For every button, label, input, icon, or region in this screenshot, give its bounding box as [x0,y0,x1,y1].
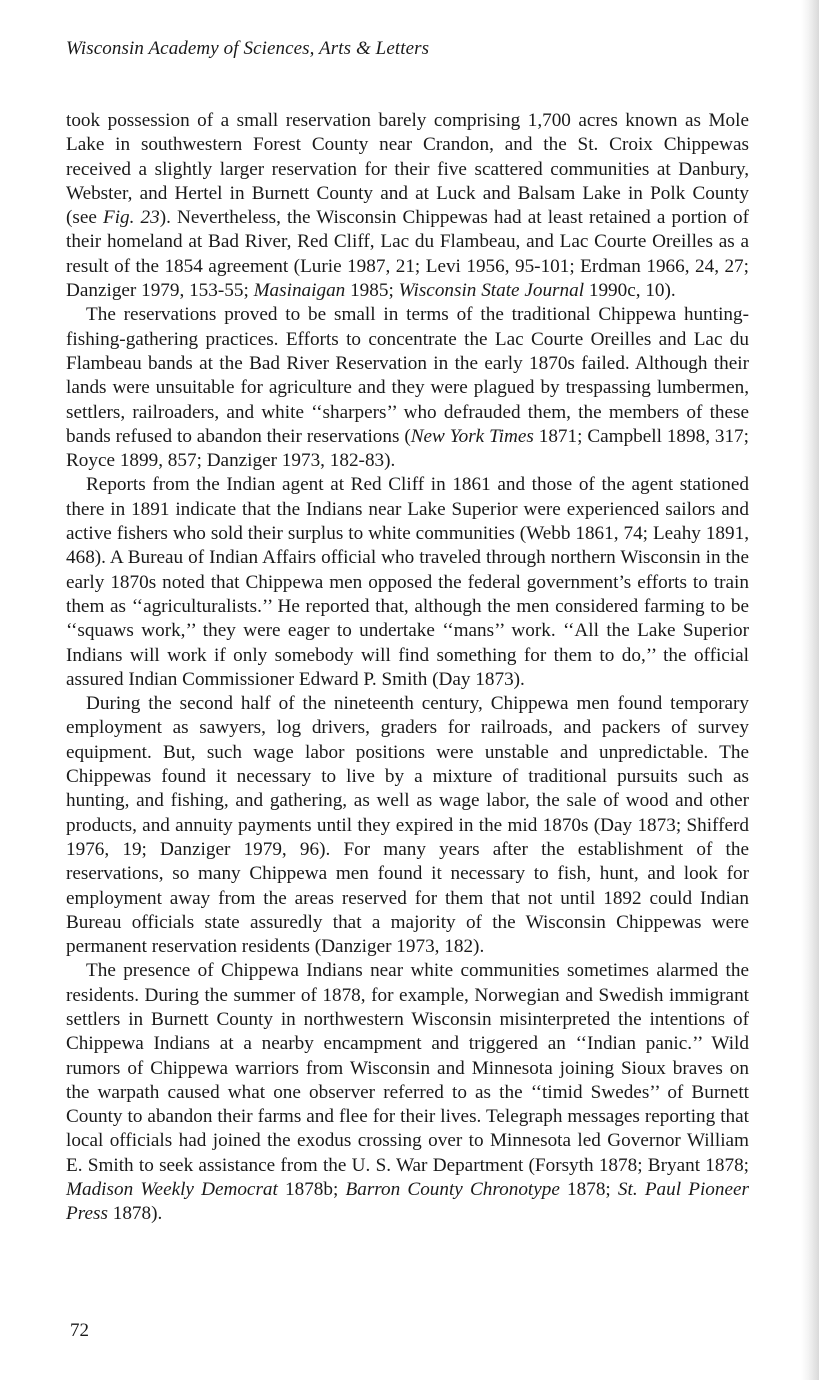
paragraph-5: The presence of Chippewa Indians near white communities sometimes alarmed the residents. During the summer of 1878, for example, Norwegian and Swedish immigrant settlers in Burnett County in northwestern Wisconsin misinterpreted the intentions of Chippewa Indians at a nearby encampment and triggered an ‘‘Indian panic.’’ Wild rumors of Chippewa warriors from Wisconsin and Minnesota joining Sioux braves on the warpath caused what one observer referred to as the ‘‘timid Swedes’’ of Burnett County to abandon their farms and flee for their lives. Telegraph messages reporting that local officials had joined the exodus crossing over to Minnesota led Governor William E. Smith to seek assistance from the U. S. War Department (Forsyth 1878; Bryant 1878; Madison Weekly Democrat 1878b; Barron County Chronotype 1878; St. Paul Pioneer Press 1878). [66,960,749,1225]
body-text [66,109,749,1227]
publication-title: Barron County Chronotype [345,1179,560,1201]
figure-reference: Fig. 23 [103,207,160,229]
page-number: 72 [70,1320,89,1341]
publication-title: Wisconsin State Journal [398,280,585,302]
running-head: Wisconsin Academy of Sciences, Arts & Letters [66,38,430,59]
publication-title: Masinaigan [253,280,346,302]
page-edge-shadow [801,0,819,1380]
paragraph-3: Reports from the Indian agent at Red Cliff in 1861 and those of the agent stationed there in 1891 indicate that the Indians near Lake Superior were experienced sailors and active fishers who sold their surplus to white communities (Webb 1861, 74; Leahy 1891, 468). A Bureau of Indian Affairs official who traveled through northern Wisconsin in the early 1870s noted that Chippewa men opposed the federal government’s efforts to train them as ‘‘agriculturalists.’’ He reported that, although the men considered farming to be ‘‘squaws work,’’ they were eager to undertake ‘‘mans’’ work. ‘‘All the Lake Superior Indians will work if only somebody will find something for them to do,’’ the official assured Indian Commissioner Edward P. Smith (Day 1873). [66,474,749,690]
publication-title: St. Paul Pioneer Press [66,1179,749,1225]
paragraph-1: took possession of a small reservation barely comprising 1,700 acres known as Mole Lake in southwestern Forest County near Crandon, and the St. Croix Chippewas received a slightly larger reservation for their five scattered communities at Danbury, Webster, and Hertel in Burnett County and at Luck and Balsam Lake in Polk County (see Fig. 23). Nevertheless, the Wisconsin Chippewas had at least retained a portion of their homeland at Bad River, Red Cliff, Lac du Flambeau, and Lac Courte Oreilles as a result of the 1854 agreement (Lurie 1987, 21; Levi 1956, 95-101; Erdman 1966, 24, 27; Danziger 1979, 153-55; Masinaigan 1985; Wisconsin State Journal 1990c, 10). [66,110,749,302]
paragraph-2: The reservations proved to be small in terms of the traditional Chippewa hunting-fishing-gathering practices. Efforts to concentrate the Lac Courte Oreilles and Lac du Flambeau bands at the Bad River Reservation in the early 1870s failed. Although their lands were unsuitable for agriculture and they were plagued by trespassing lumbermen, settlers, railroaders, and white ‘‘sharpers’’ who defrauded them, the members of these bands refused to abandon their reservations (New York Times 1871; Campbell 1898, 317; Royce 1899, 857; Danziger 1973, 182-83). [66,304,749,472]
paragraph-4: During the second half of the nineteenth century, Chippewa men found temporary employment as sawyers, log drivers, graders for railroads, and packers of survey equipment. But, such wage labor positions were unstable and unpredictable. The Chippewas found it necessary to live by a mixture of traditional pursuits such as hunting, and fishing, and gathering, as well as wage labor, the sale of wood and other products, and annuity payments until they expired in the mid 1870s (Day 1873; Shifferd 1976, 19; Danziger 1979, 96). For many years after the establishment of the reservations, so many Chippewa men found it necessary to fish, hunt, and look for employment away from the areas reserved for them that not until 1892 could Indian Bureau officials state assuredly that a majority of the Wisconsin Chippewas were permanent reservation residents (Danziger 1973, 182). [66,693,749,958]
publication-title: Madison Weekly Democrat [66,1179,278,1201]
publication-title: New York Times [410,425,534,447]
